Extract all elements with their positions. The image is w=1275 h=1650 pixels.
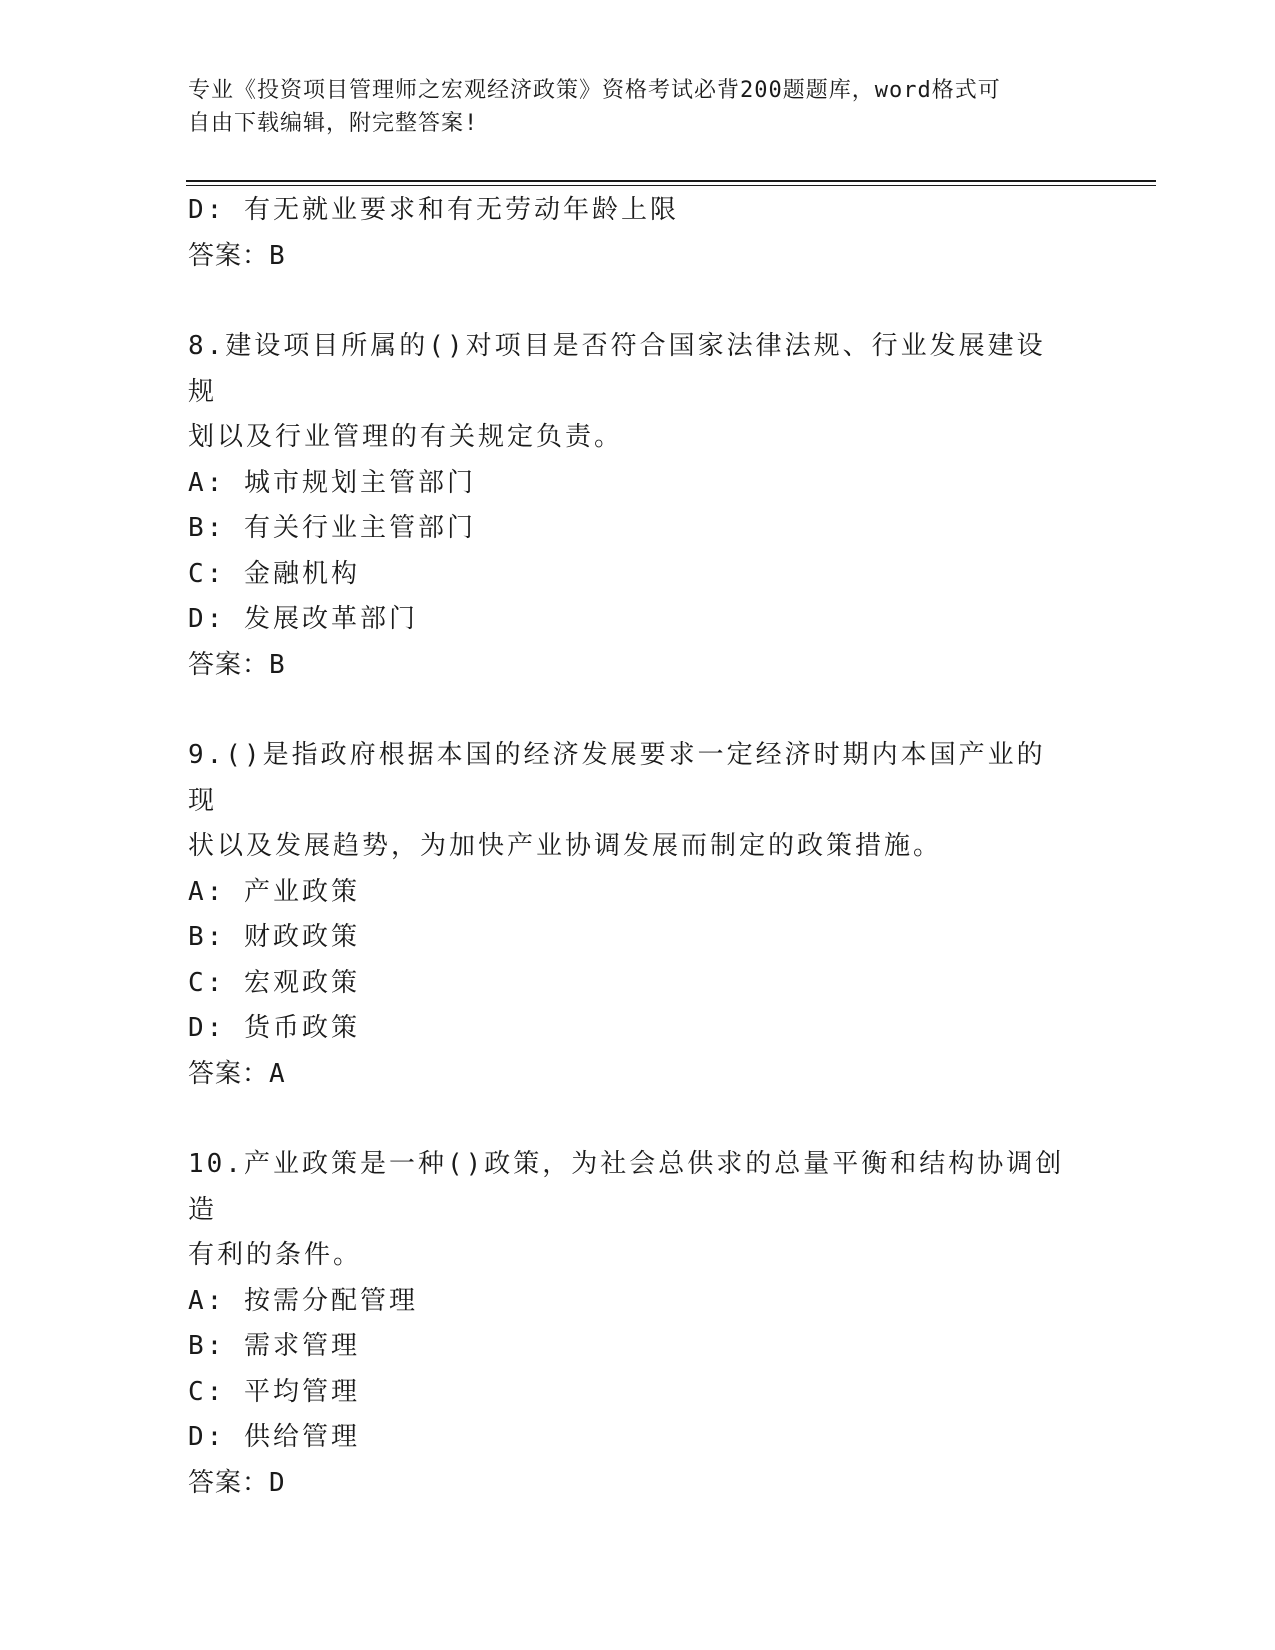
answer-line: 答案：D (188, 1467, 286, 1498)
answer-line: 答案：B (188, 240, 286, 271)
question-content (188, 188, 1088, 1506)
option-b: B: 财政政策 (188, 922, 360, 952)
option-b: B: 需求管理 (188, 1331, 360, 1361)
option-a: A: 产业政策 (188, 876, 360, 907)
option-a: A: 按需分配管理 (188, 1285, 418, 1316)
header-line-2: 自由下载编辑，附完整答案! (188, 111, 479, 136)
header-divider-thick (186, 180, 1156, 182)
answer-line: 答案：B (188, 649, 286, 680)
question-stem-line: 10.产业政策是一种()政策，为社会总供求的总量平衡和结构协调创造 (188, 1149, 1065, 1225)
question-gap (188, 279, 1088, 324)
question-stem-line: 9.()是指政府根据本国的经济发展要求一定经济时期内本国产业的现 (188, 740, 1046, 816)
option-d: D: 有无就业要求和有无劳动年龄上限 (188, 195, 679, 225)
question-block (188, 1142, 1088, 1506)
question-block (188, 324, 1088, 688)
carryover-question (188, 188, 1088, 279)
question-stem-line: 有利的条件。 (188, 1240, 363, 1270)
option-b: B: 有关行业主管部门 (188, 513, 476, 543)
question-stem (188, 733, 1068, 870)
option-a: A: 城市规划主管部门 (188, 467, 476, 498)
question-stem (188, 1142, 1068, 1279)
document-header (188, 74, 1068, 140)
option-d: D: 发展改革部门 (188, 604, 418, 634)
question-block (188, 733, 1088, 1097)
answer-line: 答案：A (188, 1058, 286, 1089)
option-c: C: 宏观政策 (188, 967, 360, 998)
header-line-1: 专业《投资项目管理师之宏观经济政策》资格考试必背200题题库，word格式可 (188, 78, 1001, 103)
question-stem-line: 8.建设项目所属的()对项目是否符合国家法律法规、行业发展建设规 (188, 331, 1046, 407)
question-gap (188, 1097, 1088, 1142)
option-d: D: 货币政策 (188, 1013, 360, 1043)
option-d: D: 供给管理 (188, 1422, 360, 1452)
question-stem (188, 324, 1068, 461)
question-stem-line: 状以及发展趋势，为加快产业协调发展而制定的政策措施。 (188, 831, 943, 861)
header-divider-thin (186, 185, 1156, 186)
question-gap (188, 688, 1088, 733)
option-c: C: 金融机构 (188, 558, 360, 589)
question-stem-line: 划以及行业管理的有关规定负责。 (188, 422, 624, 452)
option-c: C: 平均管理 (188, 1376, 360, 1407)
